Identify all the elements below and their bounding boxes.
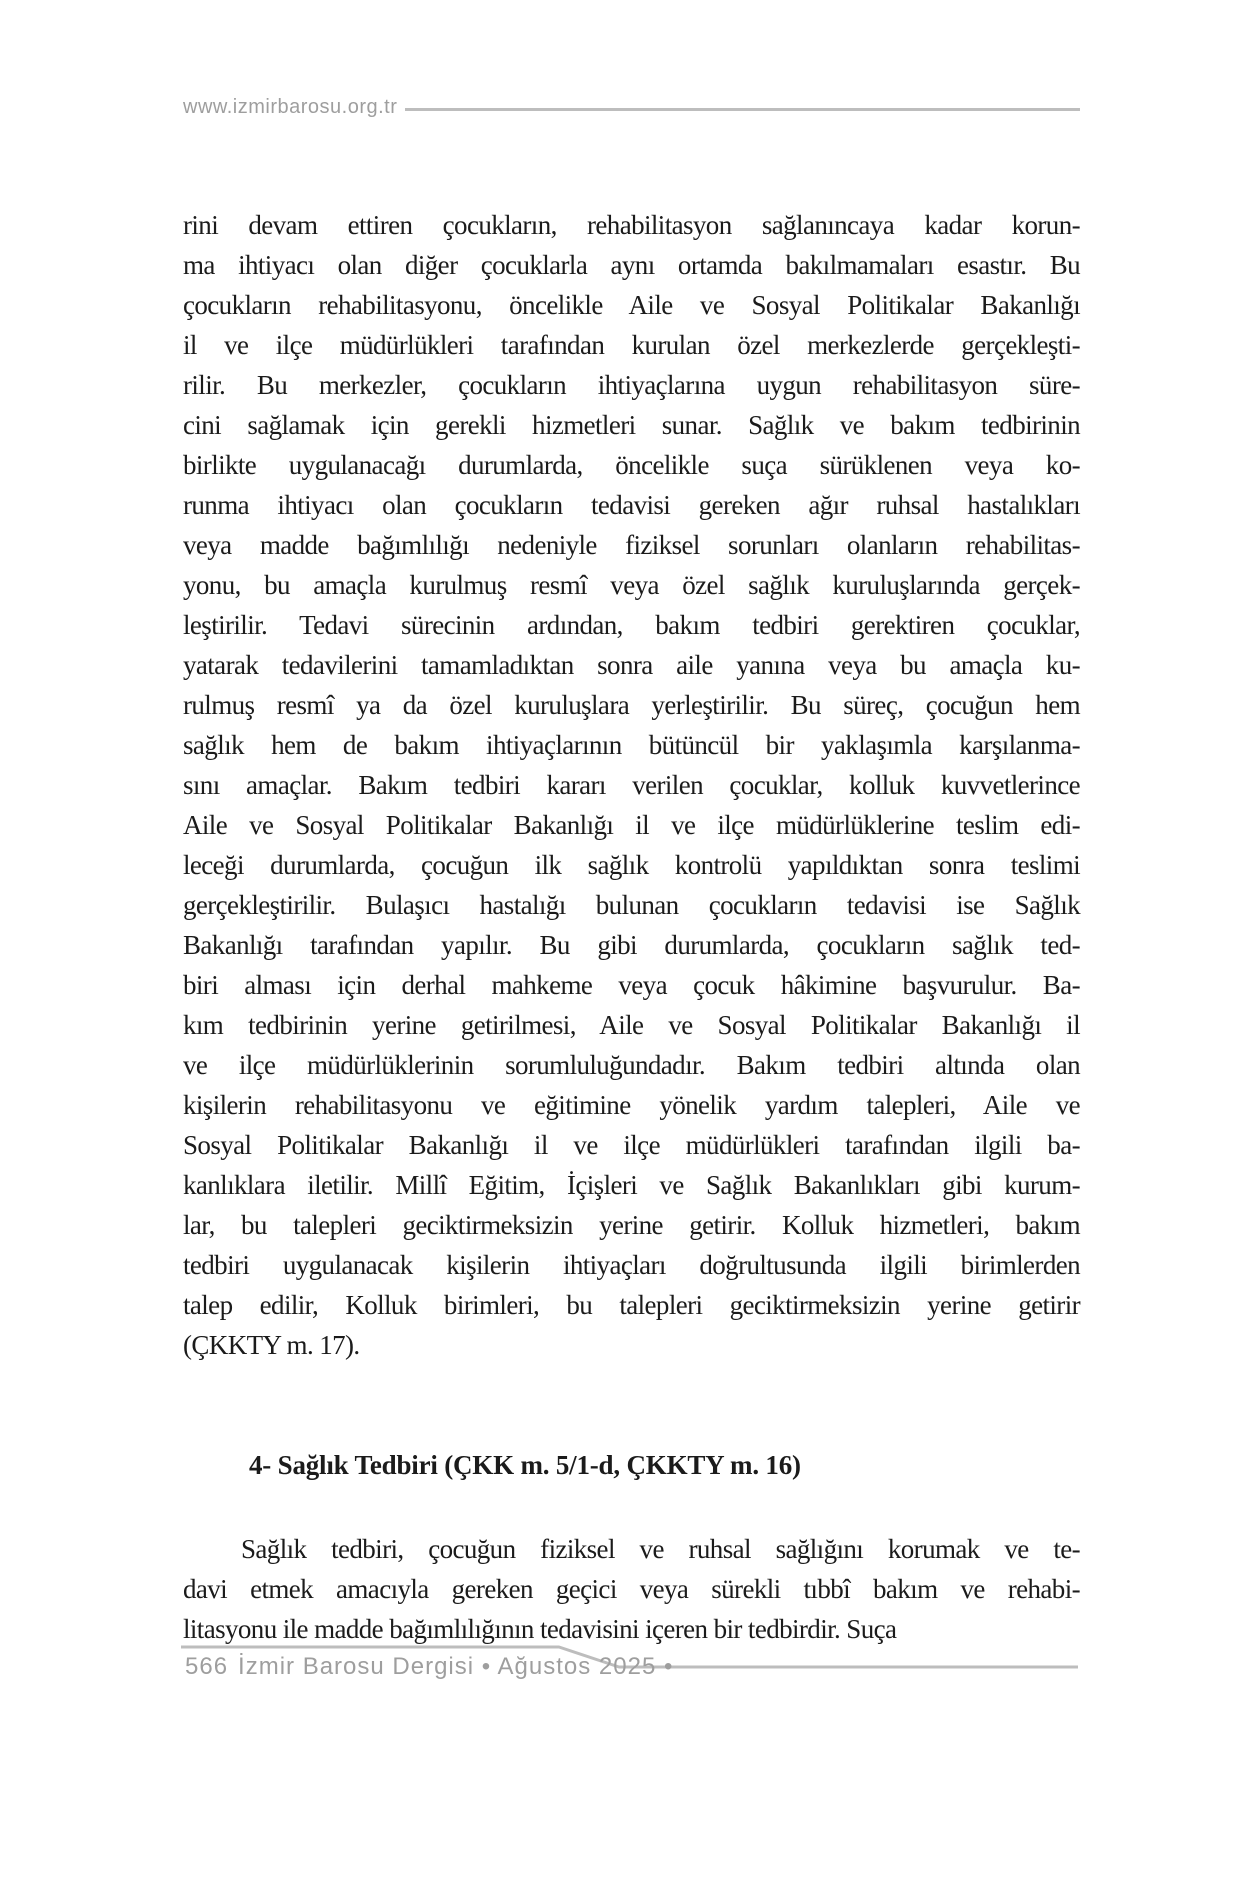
text-line: runma ihtiyacı olan çocukların tedavisi gereken ağır ruhsal hastalıkları [183,490,1080,520]
page-header [183,96,1080,119]
text-line: Bakanlığı tarafından yapılır. Bu gibi durumlarda, çocukların sağlık ted- [183,930,1080,960]
website-url: www.izmirbarosu.org.tr [183,96,398,118]
text-line: leceği durumlarda, çocuğun ilk sağlık kontrolü yapıldıktan sonra teslimi [183,850,1080,880]
text-line: litasyonu ile madde bağımlılığının tedavisini içeren bir tedbirdir. Suça [183,1614,897,1644]
text-line: rilir. Bu merkezler, çocukların ihtiyaçlarına uygun rehabilitasyon süre- [183,370,1080,400]
footer-text [185,1653,673,1681]
paragraph [183,1529,1080,1649]
text-line: sını amaçlar. Bakım tedbiri kararı verilen çocuklar, kolluk kuvvetlerince [183,770,1080,800]
text-line: sağlık hem de bakım ihtiyaçlarının bütüncül bir yaklaşımla karşılanma- [183,730,1080,760]
text-line: tedbiri uygulanacak kişilerin ihtiyaçları doğrultusunda ilgili birimlerden [183,1250,1080,1280]
text-line: Aile ve Sosyal Politikalar Bakanlığı il ve ilçe müdürlüklerine teslim edi- [183,810,1080,840]
text-line: il ve ilçe müdürlükleri tarafından kurulan özel merkezlerde gerçekleşti- [183,330,1080,360]
text-line: biri alması için derhal mahkeme veya çocuk hâkimine başvurulur. Ba- [183,970,1080,1000]
text-line: cini sağlamak için gerekli hizmetleri sunar. Sağlık ve bakım tedbirinin [183,410,1080,440]
text-line: kanlıklara iletilir. Millî Eğitim, İçişleri ve Sağlık Bakanlıkları gibi kurum- [183,1170,1080,1200]
text-line: veya madde bağımlılığı nedeniyle fiziksel sorunları olanların rehabilitas- [183,530,1080,560]
text-line: kişilerin rehabilitasyonu ve eğitimine yönelik yardım talepleri, Aile ve [183,1090,1080,1120]
page-number: 566 [185,1653,229,1680]
text-line: Sağlık tedbiri, çocuğun fiziksel ve ruhsal sağlığını korumak ve te- [241,1534,1080,1564]
text-line: yatarak tedavilerini tamamladıktan sonra aile yanına veya bu amaçla ku- [183,650,1080,680]
text-line: Sosyal Politikalar Bakanlığı il ve ilçe müdürlükleri tarafından ilgili ba- [183,1130,1080,1160]
text-line: çocukların rehabilitasyonu, öncelikle Aile ve Sosyal Politikalar Bakanlığı [183,290,1080,320]
text-line: talep edilir, Kolluk birimleri, bu talepleri geciktirmeksizin yerine getirir [183,1290,1080,1320]
text-line: kım tedbirinin yerine getirilmesi, Aile ve Sosyal Politikalar Bakanlığı il [183,1010,1080,1040]
text-line: rini devam ettiren çocukların, rehabilitasyon sağlanıncaya kadar korun- [183,210,1080,240]
page-footer [181,1641,1080,1701]
article-body [183,205,1080,1649]
paragraph-continuation [183,205,1080,1365]
text-line: rulmuş resmî ya da özel kuruluşlara yerleştirilir. Bu süreç, çocuğun hem [183,690,1080,720]
text-line: davi etmek amacıyla gereken geçici veya sürekli tıbbî bakım ve rehabi- [183,1574,1080,1604]
journal-name: İzmir Barosu Dergisi • Ağustos 2025 • [238,1653,674,1680]
text-line: leştirilir. Tedavi sürecinin ardından, bakım tedbiri gerektiren çocuklar, [183,610,1080,640]
text-line: yonu, bu amaçla kurulmuş resmî veya özel sağlık kuruluşlarında gerçek- [183,570,1080,600]
text-line: ve ilçe müdürlüklerinin sorumluluğundadır. Bakım tedbiri altında olan [183,1050,1080,1080]
text-line: gerçekleştirilir. Bulaşıcı hastalığı bulunan çocukların tedavisi ise Sağlık [183,890,1080,920]
text-line: lar, bu talepleri geciktirmeksizin yerine getirir. Kolluk hizmetleri, bakım [183,1210,1080,1240]
header-rule [405,108,1080,111]
text-line: ma ihtiyacı olan diğer çocuklarla aynı ortamda bakılmamaları esastır. Bu [183,250,1080,280]
text-line: (ÇKKTY m. 17). [183,1330,360,1360]
text-line: birlikte uygulanacağı durumlarda, öncelikle suça sürüklenen veya ko- [183,450,1080,480]
section-heading: 4- Sağlık Tedbiri (ÇKK m. 5/1-d, ÇKKTY m. 16) [249,1450,801,1480]
